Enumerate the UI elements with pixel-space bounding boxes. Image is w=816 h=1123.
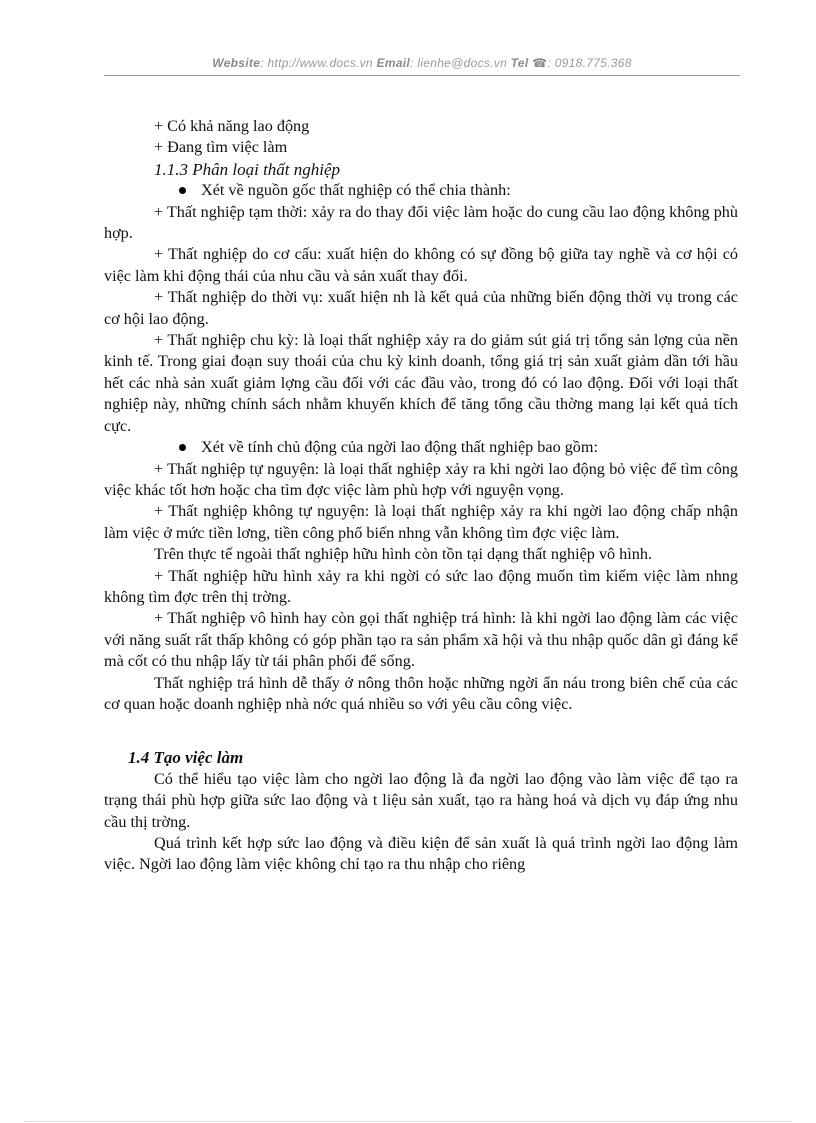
paragraph: + Thất nghiệp tạm thời: xảy ra do thay đổi việc làm hoặc do cung cầu lao động không phù hợp. bbox=[104, 202, 738, 243]
section-heading: 1.4 Tạo việc làm bbox=[128, 748, 244, 768]
paragraph: Thất nghiệp trá hình dễ thấy ở nông thôn hoặc những ngời ẩn náu trong biên chế của các cơ quan hoặc doanh nghiệp nhà nớc quá nhiều so với yêu cầu công việc. bbox=[104, 673, 738, 713]
paragraph: Có thể hiểu tạo việc làm cho ngời lao động là đa ngời lao động vào làm việc để tạo ra trạng thái phù hợp giữa sức lao động và t liệu sản xuất, tạo ra hàng hoá và dịch vụ đáp ứng nhu cầu thị trờng. bbox=[104, 769, 738, 831]
bullet-text: Xét về nguồn gốc thất nghiệp có thể chia thành: bbox=[201, 181, 511, 200]
paragraph: + Thất nghiệp do cơ cấu: xuất hiện do không có sự đồng bộ giữa tay nghề và cơ hội có việc làm khi động thái của nhu cầu và sản xuất thay đổi. bbox=[104, 245, 738, 285]
paragraph: Quá trình kết hợp sức lao động và điều kiện để sản xuất là quá trình ngời lao động làm việc. Ngời lao động làm việc không chỉ tạo ra thu nhập cho riêng bbox=[104, 834, 738, 874]
spacer bbox=[104, 715, 738, 747]
paragraph: + Thất nghiệp không tự nguyện: là loại thất nghiệp xảy ra khi ngời lao động chấp nhận làm việc ở mức tiền lơng, tiền công phổ biến nhng vẫn không tìm đợc việc làm. bbox=[104, 502, 738, 542]
header-email-label: Email bbox=[376, 56, 411, 70]
header-tel-label: Tel ☎ bbox=[510, 56, 548, 70]
subsection-heading: 1.1.3 Phân loại thất nghiệp bbox=[154, 159, 341, 179]
paragraph: + Thất nghiệp chu kỳ: là loại thất nghiệp xảy ra do giảm sút giá trị tổng sản lợng của nền kinh tế. Trong giai đoạn suy thoái của chu kỳ kinh doanh, tổng giá trị sản xuất giảm dần tới hầu hết các nhà sản xuất giảm lợng cầu đối với các đầu vào, trong đó có lao động. Đối với loại thất nghiệp này, những chính sách nhằm khuyến khích để tăng tổng cầu thờng mang lại kết quả tích cực. bbox=[104, 331, 738, 435]
header-website-value: : http://www.docs.vn bbox=[260, 56, 373, 70]
text-line: + Có khả năng lao động bbox=[154, 117, 310, 135]
paragraph: + Thất nghiệp vô hình hay còn gọi thất nghiệp trá hình: là khi ngời lao động làm các việc với năng suất rất thấp không có góp phần tạo ra sản phẩm xã hội và thu nhập quốc dân gì đáng kể mà cốt có thu nhập lấy từ tái phân phối để sống. bbox=[104, 609, 738, 671]
header-tel-value: : 0918.775.368 bbox=[547, 56, 632, 70]
footer-divider bbox=[24, 1121, 792, 1122]
paragraph: + Thất nghiệp do thời vụ: xuất hiện nh là kết quả của những biến động thời vụ trong các cơ hội lao động. bbox=[104, 288, 738, 328]
bullet-item bbox=[104, 437, 738, 458]
paragraph: + Thất nghiệp tự nguyện: là loại thất nghiệp xảy ra khi ngời lao động bỏ việc để tìm công việc khác tốt hơn hoặc cha tìm đợc việc làm phù hợp với nguyện vọng. bbox=[104, 459, 738, 499]
paragraph: Trên thực tế ngoài thất nghiệp hữu hình còn tồn tại dạng thất nghiệp vô hình. bbox=[154, 545, 653, 564]
page-header bbox=[104, 56, 740, 70]
document-body bbox=[104, 116, 738, 876]
paragraph: + Thất nghiệp hữu hình xảy ra khi ngời có sức lao động muốn tìm kiếm việc làm nhng không tìm đợc trên thị trờng. bbox=[104, 566, 738, 606]
text-line: + Đang tìm việc làm bbox=[154, 138, 288, 157]
header-divider bbox=[104, 75, 740, 76]
header-website-label: Website bbox=[212, 56, 261, 70]
bullet-item bbox=[104, 180, 738, 201]
header-email-value: : lienhe@docs.vn bbox=[410, 56, 508, 70]
bullet-text: Xét về tính chủ động của ngời lao động thất nghiệp bao gồm: bbox=[201, 438, 598, 457]
